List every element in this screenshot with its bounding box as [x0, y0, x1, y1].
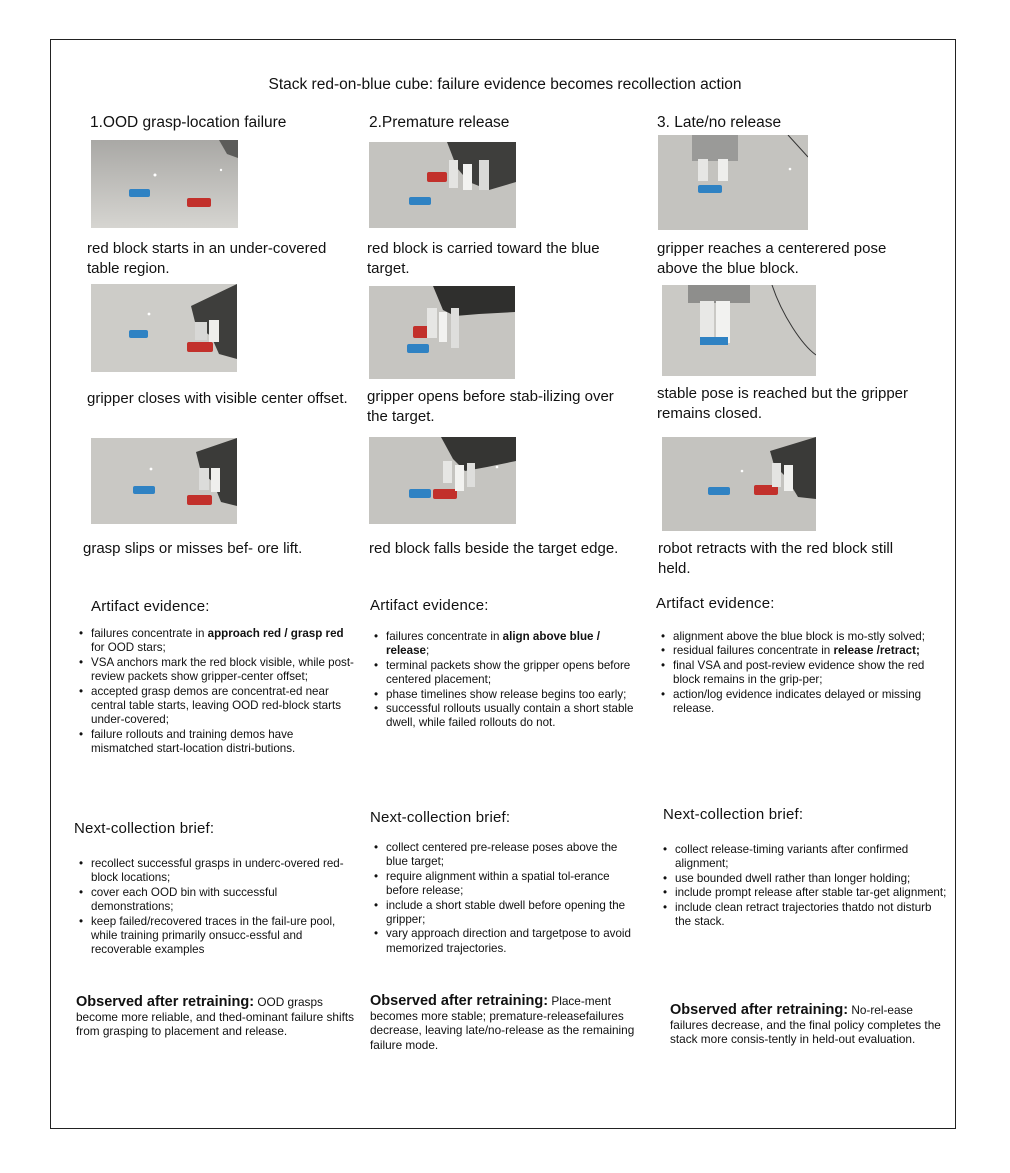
- next-collection-brief-title: Next-collection brief:: [663, 806, 804, 823]
- frame-caption: grasp slips or misses bef- ore lift.: [83, 540, 303, 557]
- list-item: • terminal packets show the gripper opens before centered placement;: [373, 659, 638, 688]
- artifact-evidence-title: Artifact evidence:: [656, 595, 775, 612]
- frame-photo: [369, 286, 515, 379]
- next-collection-brief-list: [373, 841, 638, 956]
- list-item: • final VSA and post-review evidence show the red block remains in the grip-per;: [660, 659, 940, 688]
- next-collection-brief-list: [78, 857, 348, 958]
- frame-caption: gripper closes with visible center offset.: [87, 390, 348, 407]
- artifact-evidence-list: [660, 630, 940, 716]
- list-item: • use bounded dwell rather than longer holding;: [662, 872, 947, 886]
- list-item: • require alignment within a spatial tol-erance before release;: [373, 870, 638, 899]
- list-item: • cover each OOD bin with successful demonstrations;: [78, 886, 348, 915]
- next-collection-brief-title: Next-collection brief:: [74, 820, 215, 837]
- list-item: • vary approach direction and targetpose to avoid memorized trajectories.: [373, 927, 638, 956]
- list-item: • include prompt release after stable tar-get alignment;: [662, 886, 947, 900]
- frame-photo: [91, 438, 237, 524]
- artifact-evidence-list: [373, 630, 638, 731]
- list-item: • VSA anchors mark the red block visible, while post-review packets show gripper-center offset;: [78, 656, 358, 685]
- column-heading: 2.Premature release: [369, 114, 510, 131]
- artifact-evidence-title: Artifact evidence:: [91, 598, 210, 615]
- frame-caption: gripper opens before stab-ilizing over the target.: [367, 388, 614, 425]
- list-item: • action/log evidence indicates delayed or missing release.: [660, 688, 940, 717]
- list-item: • include clean retract trajectories thatdo not disturb the stack.: [662, 901, 947, 930]
- column-heading: 1.OOD grasp-location failure: [90, 114, 287, 131]
- list-item: • recollect successful grasps in underc-overed red-block locations;: [78, 857, 348, 886]
- frame-caption: red block is carried toward the blue target.: [367, 240, 600, 277]
- frame-photo: [662, 437, 816, 531]
- list-item: • successful rollouts usually contain a short stable dwell, while failed rollouts do not.: [373, 702, 638, 731]
- frame-photo: [91, 284, 237, 372]
- artifact-evidence-title: Artifact evidence:: [370, 597, 489, 614]
- frame-photo: [369, 142, 516, 228]
- list-item: • residual failures concentrate in release /retract;: [660, 644, 940, 658]
- figure-title: Stack red-on-blue cube: failure evidence becomes recollection action: [268, 76, 742, 93]
- list-item: • collect centered pre-release poses above the blue target;: [373, 841, 638, 870]
- frame-photo: [369, 437, 516, 524]
- frame-photo: [658, 135, 808, 230]
- list-item: • keep failed/recovered traces in the fail-ure pool, while training primarily onsucc-essful and recoverable examples: [78, 915, 348, 958]
- next-collection-brief-list: [662, 843, 947, 929]
- frame-photo: [662, 285, 816, 376]
- list-item: • failures concentrate in align above blue / release;: [373, 630, 638, 659]
- observed-after-retraining: Observed after retraining: OOD grasps become more reliable, and thed-ominant failure shifts from grasping to placement and release.: [76, 994, 355, 1039]
- list-item: • include a short stable dwell before opening the gripper;: [373, 899, 638, 928]
- next-collection-brief-title: Next-collection brief:: [370, 809, 511, 826]
- list-item: • accepted grasp demos are concentrat-ed near central table starts, leaving OOD red-block starts under-covered;: [78, 685, 358, 728]
- list-item: • alignment above the blue block is mo-stly solved;: [660, 630, 940, 644]
- list-item: • collect release-timing variants after confirmed alignment;: [662, 843, 947, 872]
- observed-after-retraining: Observed after retraining: Place-ment becomes more stable; premature-releasefailures decrease, leaving late/no-release as the remaining failure mode.: [370, 993, 635, 1052]
- frame-caption: robot retracts with the red block still held.: [658, 540, 894, 577]
- artifact-evidence-list: [78, 627, 358, 757]
- observed-after-retraining: Observed after retraining: No-rel-ease failures decrease, and the final policy completes the stack more consis-tently in held-out evaluation.: [670, 1002, 941, 1047]
- list-item: • failures concentrate in approach red / grasp red for OOD stars;: [78, 627, 358, 656]
- list-item: • failure rollouts and training demos have mismatched start-location distri-butions.: [78, 728, 358, 757]
- frame-caption: red block starts in an under-covered table region.: [87, 240, 327, 277]
- frame-caption: gripper reaches a centerered pose above the blue block.: [657, 240, 887, 277]
- column-heading: 3. Late/no release: [657, 114, 782, 131]
- frame-caption: red block falls beside the target edge.: [369, 540, 619, 557]
- frame-photo: [91, 140, 238, 228]
- frame-caption: stable pose is reached but the gripper remains closed.: [657, 385, 908, 422]
- list-item: • phase timelines show release begins too early;: [373, 688, 638, 702]
